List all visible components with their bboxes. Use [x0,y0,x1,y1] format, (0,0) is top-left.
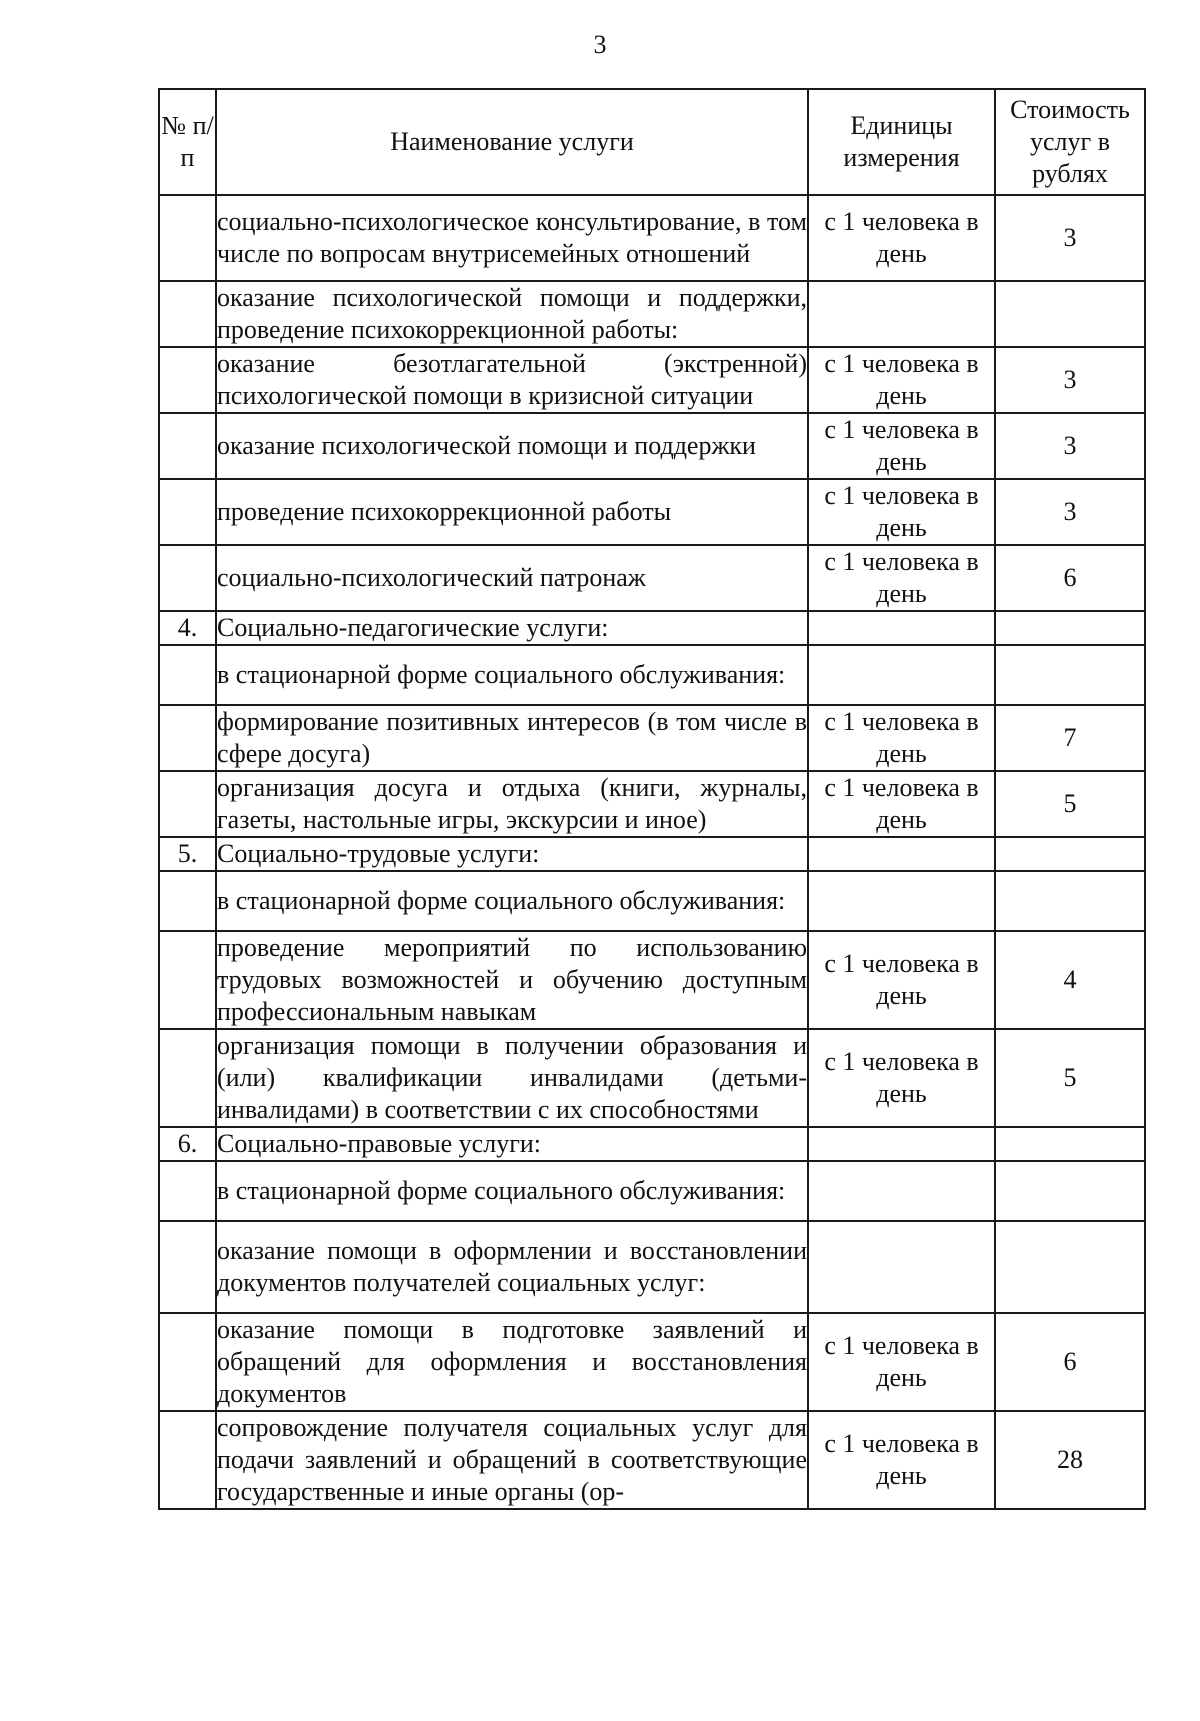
header-unit: Единицы измерения [808,89,995,195]
cell-unit: с 1 человека в день [808,413,995,479]
cell-num [159,479,216,545]
cell-cost [995,645,1145,705]
cell-unit [808,281,995,347]
cell-cost [995,1127,1145,1161]
cell-num [159,1411,216,1509]
page-number: 3 [593,30,607,59]
cell-cost [995,611,1145,645]
cell-cost [995,871,1145,931]
cell-service-name: Социально-педагогические услуги: [216,611,808,645]
cell-service-name: социально-психологическое консультирование, в том числе по вопросам внутрисемейных отношений [216,195,808,281]
table-row [159,195,1145,281]
cell-cost [995,1161,1145,1221]
table-row [159,837,1145,871]
cell-num [159,1029,216,1127]
cell-unit [808,837,995,871]
table-row [159,545,1145,611]
cell-service-name: оказание безотлагательной (экстренной) психологической помощи в кризисной ситуации [216,347,808,413]
cell-service-name: социально-психологический патронаж [216,545,808,611]
cell-unit: с 1 человека в день [808,545,995,611]
header-name: Наименование услуги [216,89,808,195]
cell-service-name: в стационарной форме социального обслуживания: [216,1161,808,1221]
cell-unit [808,1127,995,1161]
table-row [159,771,1145,837]
cell-num [159,1221,216,1313]
cell-cost: 4 [995,931,1145,1029]
cell-num: 6. [159,1127,216,1161]
table-row [159,611,1145,645]
table-header-row [159,89,1145,195]
cell-num [159,931,216,1029]
cell-service-name: оказание психологической помощи и поддержки, проведение психокоррекционной работы: [216,281,808,347]
cell-num: 4. [159,611,216,645]
cell-cost: 3 [995,413,1145,479]
cell-cost: 6 [995,1313,1145,1411]
cell-num [159,413,216,479]
cell-unit [808,871,995,931]
cell-unit [808,1221,995,1313]
table-row [159,1221,1145,1313]
table-row [159,1411,1145,1509]
cell-service-name: сопровождение получателя социальных услуг для подачи заявлений и обращений в соответствующие государственные и иные органы (ор- [216,1411,808,1509]
cell-unit: с 1 человека в день [808,931,995,1029]
cell-num [159,195,216,281]
cell-service-name: формирование позитивных интересов (в том числе в сфере досуга) [216,705,808,771]
header-cost: Стоимость услуг в рублях [995,89,1145,195]
cell-num [159,705,216,771]
cell-cost: 3 [995,479,1145,545]
cell-unit: с 1 человека в день [808,1313,995,1411]
cell-service-name: организация досуга и отдыха (книги, журналы, газеты, настольные игры, экскурсии и иное) [216,771,808,837]
cell-cost: 3 [995,195,1145,281]
cell-cost: 5 [995,771,1145,837]
cell-num [159,281,216,347]
cell-num [159,347,216,413]
cell-unit [808,1161,995,1221]
cell-service-name: Социально-правовые услуги: [216,1127,808,1161]
cell-service-name: оказание помощи в оформлении и восстановлении документов получателей социальных услуг: [216,1221,808,1313]
cell-service-name: проведение психокоррекционной работы [216,479,808,545]
cell-num [159,545,216,611]
table-row [159,479,1145,545]
table-row [159,413,1145,479]
cell-service-name: в стационарной форме социального обслуживания: [216,645,808,705]
header-num: № п/п [159,89,216,195]
cell-service-name: оказание психологической помощи и поддержки [216,413,808,479]
cell-unit: с 1 человека в день [808,771,995,837]
table-row [159,1127,1145,1161]
cell-num [159,1161,216,1221]
table-row [159,1313,1145,1411]
cell-unit: с 1 человека в день [808,347,995,413]
cell-num: 5. [159,837,216,871]
cell-service-name: проведение мероприятий по использованию трудовых возможностей и обучению доступным профессиональным навыкам [216,931,808,1029]
table-row [159,281,1145,347]
table-row [159,931,1145,1029]
cell-service-name: Социально-трудовые услуги: [216,837,808,871]
cell-unit [808,611,995,645]
cell-unit [808,645,995,705]
cell-num [159,645,216,705]
cell-cost: 7 [995,705,1145,771]
cell-unit: с 1 человека в день [808,1029,995,1127]
cell-service-name: в стационарной форме социального обслуживания: [216,871,808,931]
cell-cost: 6 [995,545,1145,611]
cell-service-name: организация помощи в получении образования и (или) квалификации инвалидами (детьми-инвалидами) в соответствии с их способностями [216,1029,808,1127]
cell-unit: с 1 человека в день [808,1411,995,1509]
table-row [159,645,1145,705]
cell-cost [995,281,1145,347]
cell-cost [995,837,1145,871]
services-table [158,88,1146,1510]
table-row [159,1161,1145,1221]
cell-num [159,871,216,931]
cell-service-name: оказание помощи в подготовке заявлений и обращений для оформления и восстановления документов [216,1313,808,1411]
table-row [159,347,1145,413]
cell-cost [995,1221,1145,1313]
cell-cost: 5 [995,1029,1145,1127]
cell-unit: с 1 человека в день [808,479,995,545]
cell-cost: 28 [995,1411,1145,1509]
cell-unit: с 1 человека в день [808,195,995,281]
table-row [159,871,1145,931]
cell-cost: 3 [995,347,1145,413]
cell-unit: с 1 человека в день [808,705,995,771]
table-row [159,705,1145,771]
cell-num [159,771,216,837]
table-row [159,1029,1145,1127]
cell-num [159,1313,216,1411]
